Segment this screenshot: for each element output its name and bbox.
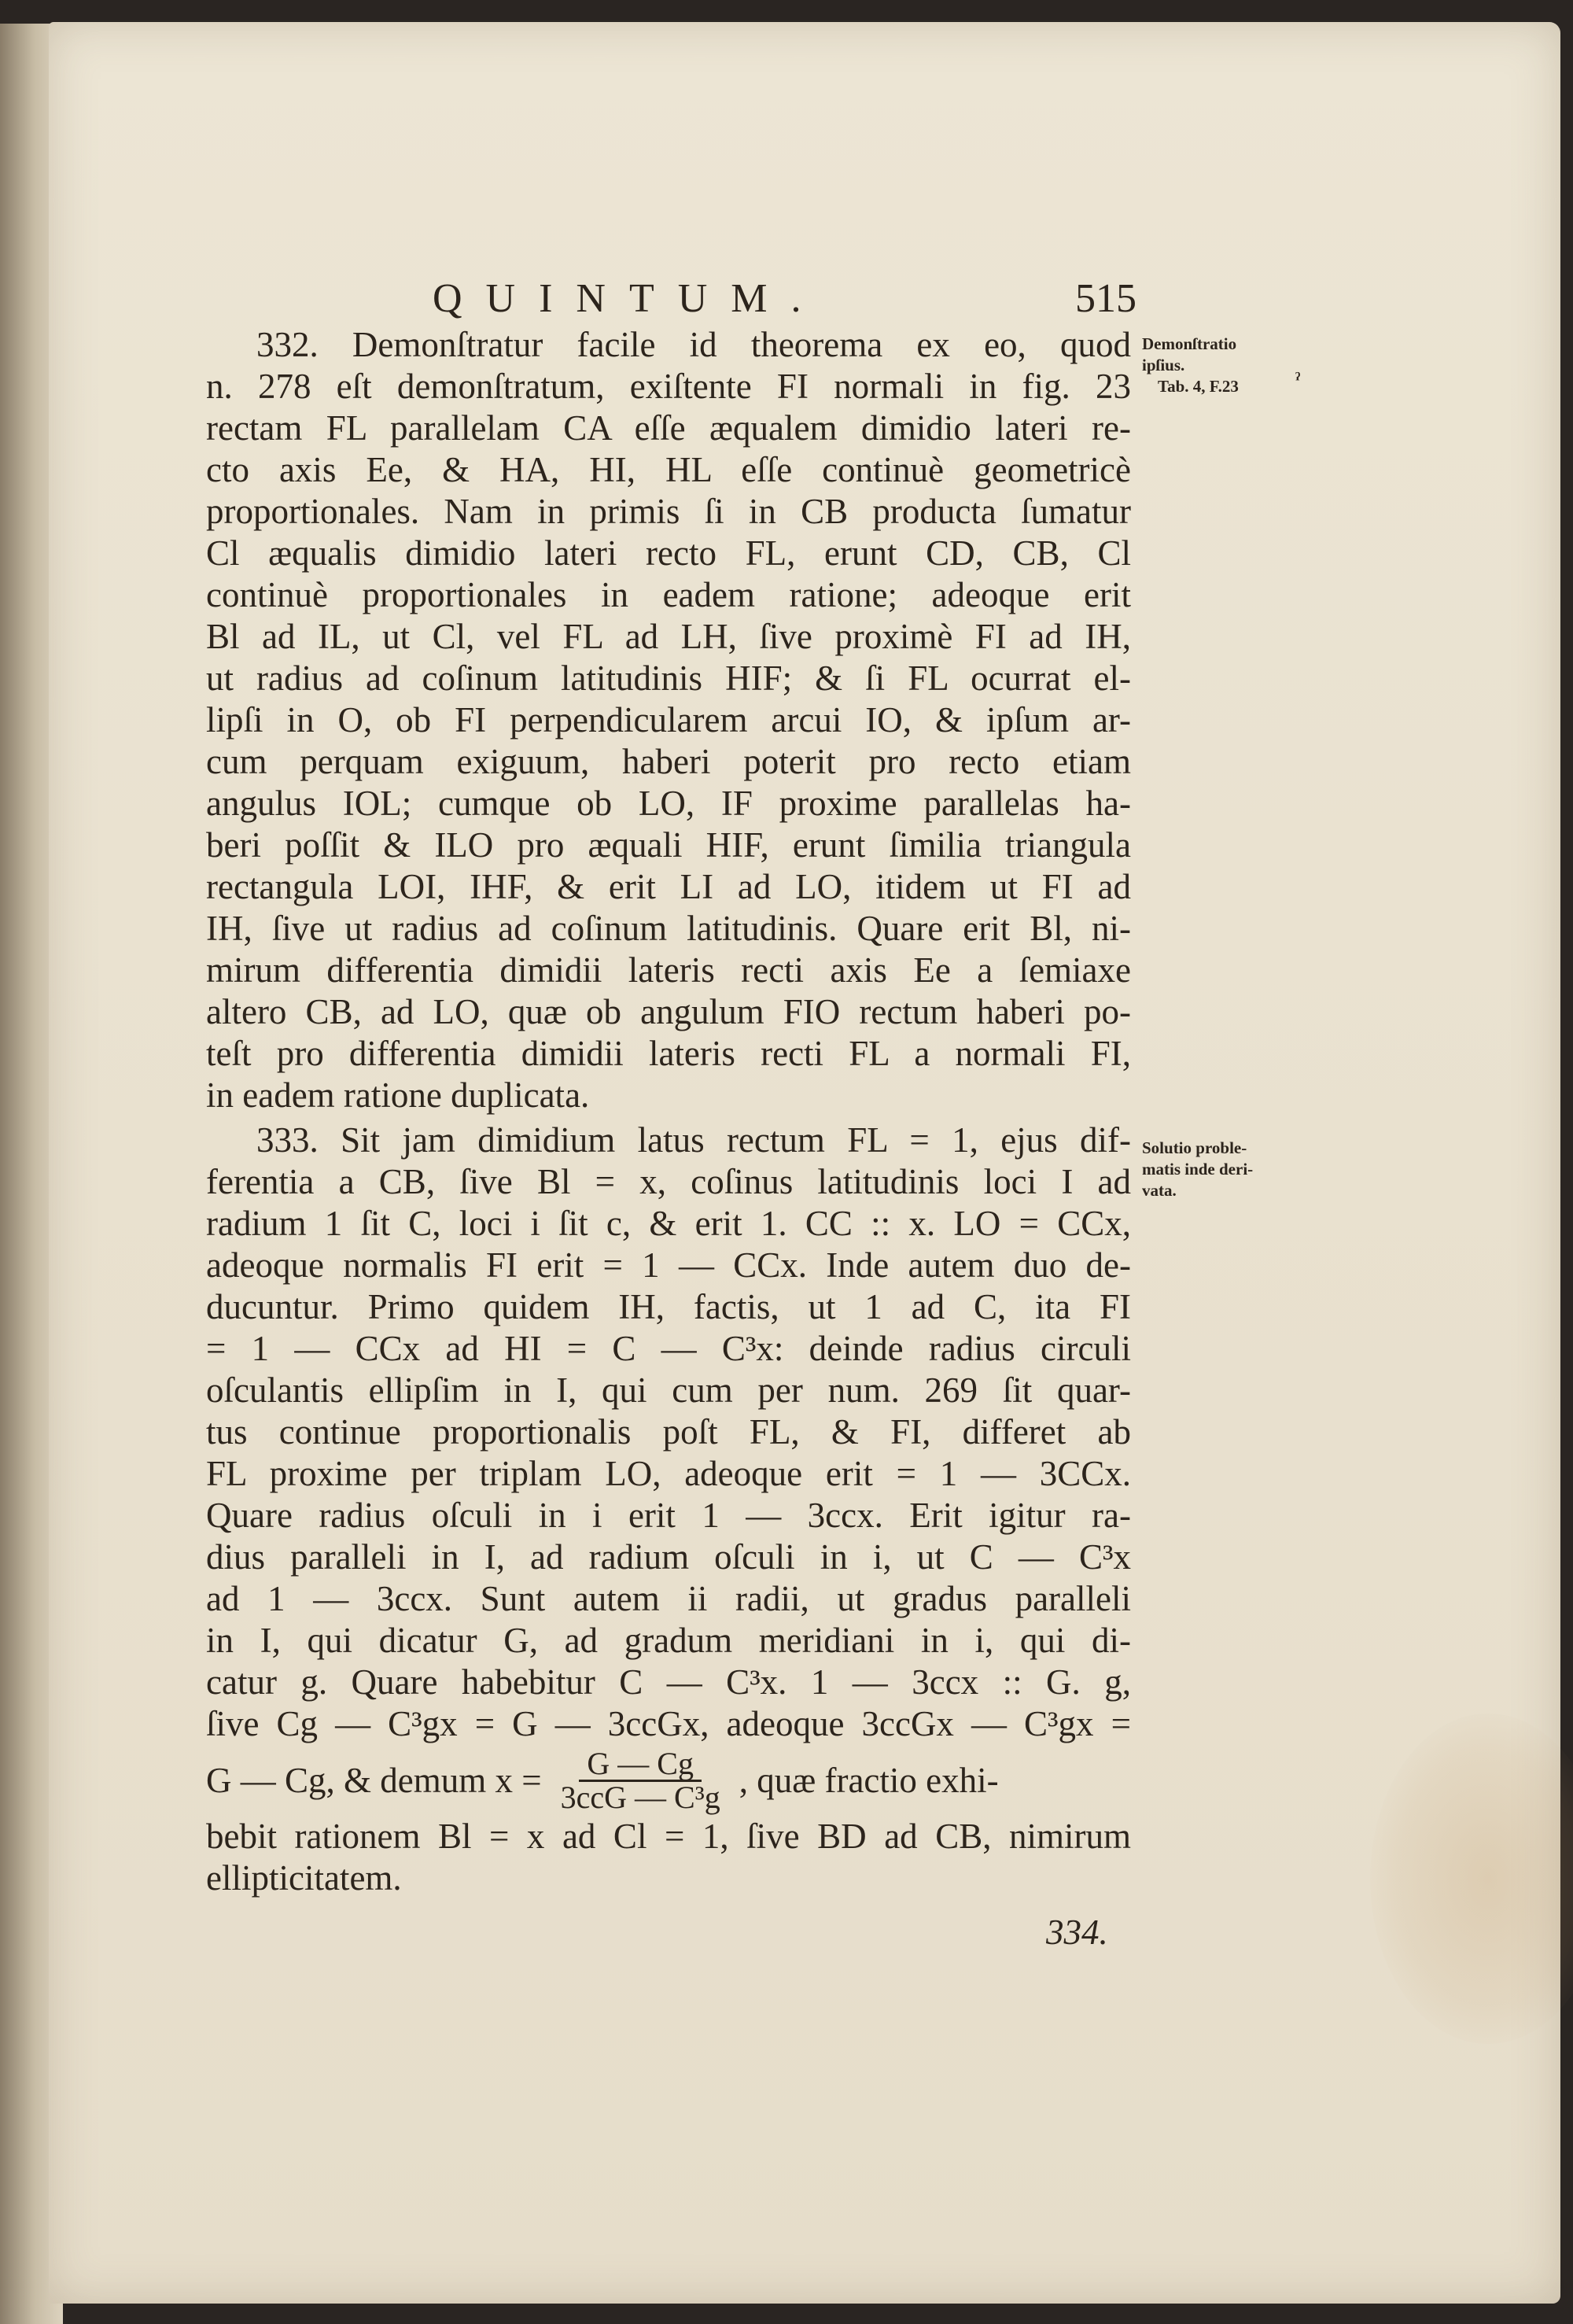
text-line: FL proxime per triplam LO, adeoque erit = 1 — 3CCx.	[206, 1454, 1131, 1493]
text-line: 332. Demonſtratur facile id theorema ex eo, quod	[256, 325, 1131, 364]
margin-note-demonstratio	[1142, 334, 1299, 397]
margin-note-line: Demonſtratio	[1142, 334, 1237, 353]
text-line: teſt pro differentia dimidii lateris recti FL a normali FI,	[206, 1034, 1131, 1073]
text-line: in I, qui dicatur G, ad gradum meridiani in i, qui di-	[206, 1621, 1131, 1660]
text-line: dius paralleli in I, ad radium oſculi in i, ut C — C³x	[206, 1537, 1131, 1577]
fraction-numerator: G — Cg	[579, 1748, 702, 1782]
text-line: cto axis Ee, & HA, HI, HL eſſe continuè geometricè	[206, 450, 1131, 489]
text-line: lipſi in O, ob FI perpendicularem arcui IO, & ipſum ar-	[206, 700, 1131, 740]
text-line: continuè proportionales in eadem ratione; adeoque erit	[206, 575, 1131, 614]
text-line: = 1 — CCx ad HI = C — C³x: deinde radius circuli	[206, 1329, 1131, 1368]
fraction	[553, 1745, 728, 1815]
margin-note-line: ipſius.	[1142, 356, 1185, 374]
text-line: tus continue proportionalis poſt FL, & FI, differet ab	[206, 1412, 1131, 1452]
page-header	[204, 275, 1136, 330]
paragraph-333	[206, 1120, 1131, 1899]
main-text	[206, 324, 1131, 1899]
text-line: cum perquam exiguum, haberi poterit pro recto etiam	[206, 742, 1131, 781]
text-line: rectangula LOI, IHF, & erit LI ad LO, itidem ut FI ad	[206, 867, 1131, 906]
fraction-denominator: 3ccG — C³g	[560, 1779, 720, 1815]
text-line: Cl æqualis dimidio lateri recto FL, erunt CD, CB, Cl	[206, 533, 1131, 573]
text-line: oſculantis ellipſim in I, qui cum per num. 269 ſit quar-	[206, 1370, 1131, 1410]
text-line: ſive Cg — C³gx = G — 3ccGx, adeoque 3ccGx — C³gx =	[206, 1704, 1131, 1743]
fraction-trail: , quæ fractio exhi-	[739, 1761, 999, 1800]
running-title: QUINTUM.	[433, 276, 825, 321]
text-line: radium 1 ſit C, loci i ſit c, & erit 1. CC :: x. LO = CCx,	[206, 1204, 1131, 1243]
margin-note-line: vata.	[1142, 1181, 1177, 1200]
text-line: n. 278 eſt demonſtratum, exiſtente FI normali in fig. 23	[206, 367, 1131, 406]
fraction-lead: G — Cg, & demum x =	[206, 1761, 542, 1800]
text-line: ad 1 — 3ccx. Sunt autem ii radii, ut gradus paralleli	[206, 1579, 1131, 1618]
margin-note-line: Solutio proble-	[1142, 1138, 1247, 1157]
text-line: bebit rationem Bl = x ad Cl = 1, ſive BD ad CB, nimirum	[206, 1817, 1131, 1856]
text-line: Quare radius oſculi in i erit 1 — 3ccx. Erit igitur ra-	[206, 1496, 1131, 1535]
text-line: 333. Sit jam dimidium latus rectum FL = 1, ejus dif-	[256, 1120, 1131, 1160]
text-line: altero CB, ad LO, quæ ob angulum FIO rectum haberi po-	[206, 992, 1131, 1031]
margin-note-solutio	[1142, 1138, 1299, 1201]
text-line: beri poſſit & ILO pro æquali HIF, erunt ſimilia triangula	[206, 825, 1131, 865]
text-line: catur g. Quare habebitur C — C³x. 1 — 3ccx :: G. g,	[206, 1662, 1131, 1702]
catchword: 334.	[1046, 1913, 1108, 1952]
text-line: proportionales. Nam in primis ſi in CB producta ſumatur	[206, 492, 1131, 531]
paragraph-332	[206, 324, 1131, 1116]
text-line: rectam FL parallelam CA eſſe æqualem dimidio lateri re-	[206, 408, 1131, 448]
text-line: IH, ſive ut radius ad coſinum latitudinis. Quare erit Bl, ni-	[206, 909, 1131, 948]
margin-note-line: matis inde deri-	[1142, 1160, 1254, 1179]
text-line: mirum differentia dimidii lateris recti axis Ee a ſemiaxe	[206, 950, 1131, 990]
fraction-line	[206, 1745, 1131, 1816]
text-line: ferentia a CB, ſive Bl = x, coſinus latitudinis loci I ad	[206, 1162, 1131, 1201]
text-line: ellipticitatem.	[206, 1858, 402, 1898]
text-line: in eadem ratione duplicata.	[206, 1075, 590, 1115]
figure-reference: Tab. 4, F.23	[1158, 377, 1239, 396]
page-number: 515	[1075, 276, 1136, 321]
text-line: Bl ad IL, ut Cl, vel FL ad LH, ſive proximè FI ad IH,	[206, 617, 1131, 656]
text-line: adeoque normalis FI erit = 1 — CCx. Inde autem duo de-	[206, 1245, 1131, 1285]
text-line: ducuntur. Primo quidem IH, factis, ut 1 ad C, ita FI	[206, 1287, 1131, 1326]
text-line: ut radius ad coſinum latitudinis HIF; & ſi FL ocurrat el-	[206, 658, 1131, 698]
margin-mark: ˀ	[1295, 370, 1301, 390]
text-line: angulus IOL; cumque ob LO, IF proxime parallelas ha-	[206, 784, 1131, 823]
water-stain	[1370, 1713, 1573, 2044]
